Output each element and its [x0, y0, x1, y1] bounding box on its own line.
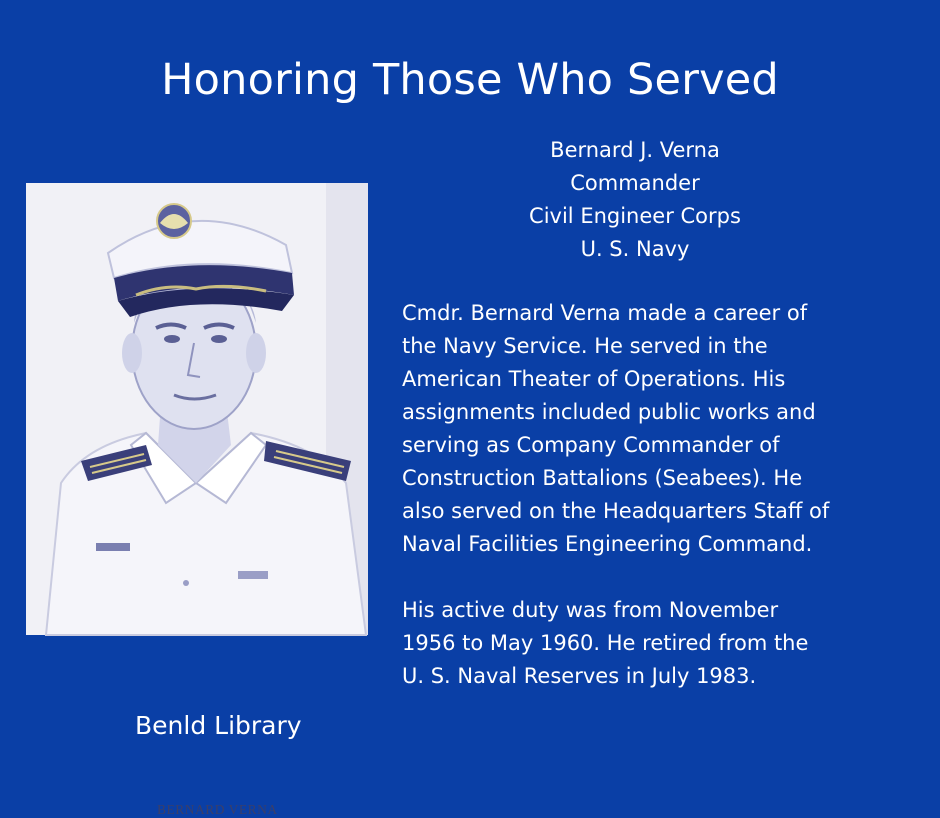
- bio-line: Cmdr. Bernard Verna made a career of: [402, 301, 808, 325]
- biography: [402, 297, 922, 693]
- bio-line: American Theater of Operations. His: [402, 367, 786, 391]
- bio-line: His active duty was from November: [402, 598, 779, 622]
- bio-paragraph-service: [402, 297, 922, 561]
- veteran-branch: U. S. Navy: [580, 237, 690, 261]
- bio-line: 1956 to May 1960. He retired from the: [402, 631, 809, 655]
- bio-line: the Navy Service. He served in the: [402, 334, 768, 358]
- bio-line: U. S. Naval Reserves in July 1983.: [402, 664, 757, 688]
- bio-line: serving as Company Commander of: [402, 433, 780, 457]
- veteran-name: Bernard J. Verna: [550, 138, 720, 162]
- bio-line: assignments included public works and: [402, 400, 816, 424]
- service-header: [430, 134, 840, 266]
- page-title: Honoring Those Who Served: [161, 55, 779, 105]
- bio-line: also served on the Headquarters Staff of: [402, 499, 830, 523]
- bio-paragraph-duty: [402, 594, 922, 693]
- veteran-rank: Commander: [570, 171, 700, 195]
- library-credit: Benld Library: [135, 711, 302, 740]
- bio-line: Naval Facilities Engineering Command.: [402, 532, 813, 556]
- bio-line: Construction Battalions (Seabees). He: [402, 466, 803, 490]
- veteran-corps: Civil Engineer Corps: [529, 204, 741, 228]
- photo-caption: BERNARD VERNA: [157, 802, 278, 817]
